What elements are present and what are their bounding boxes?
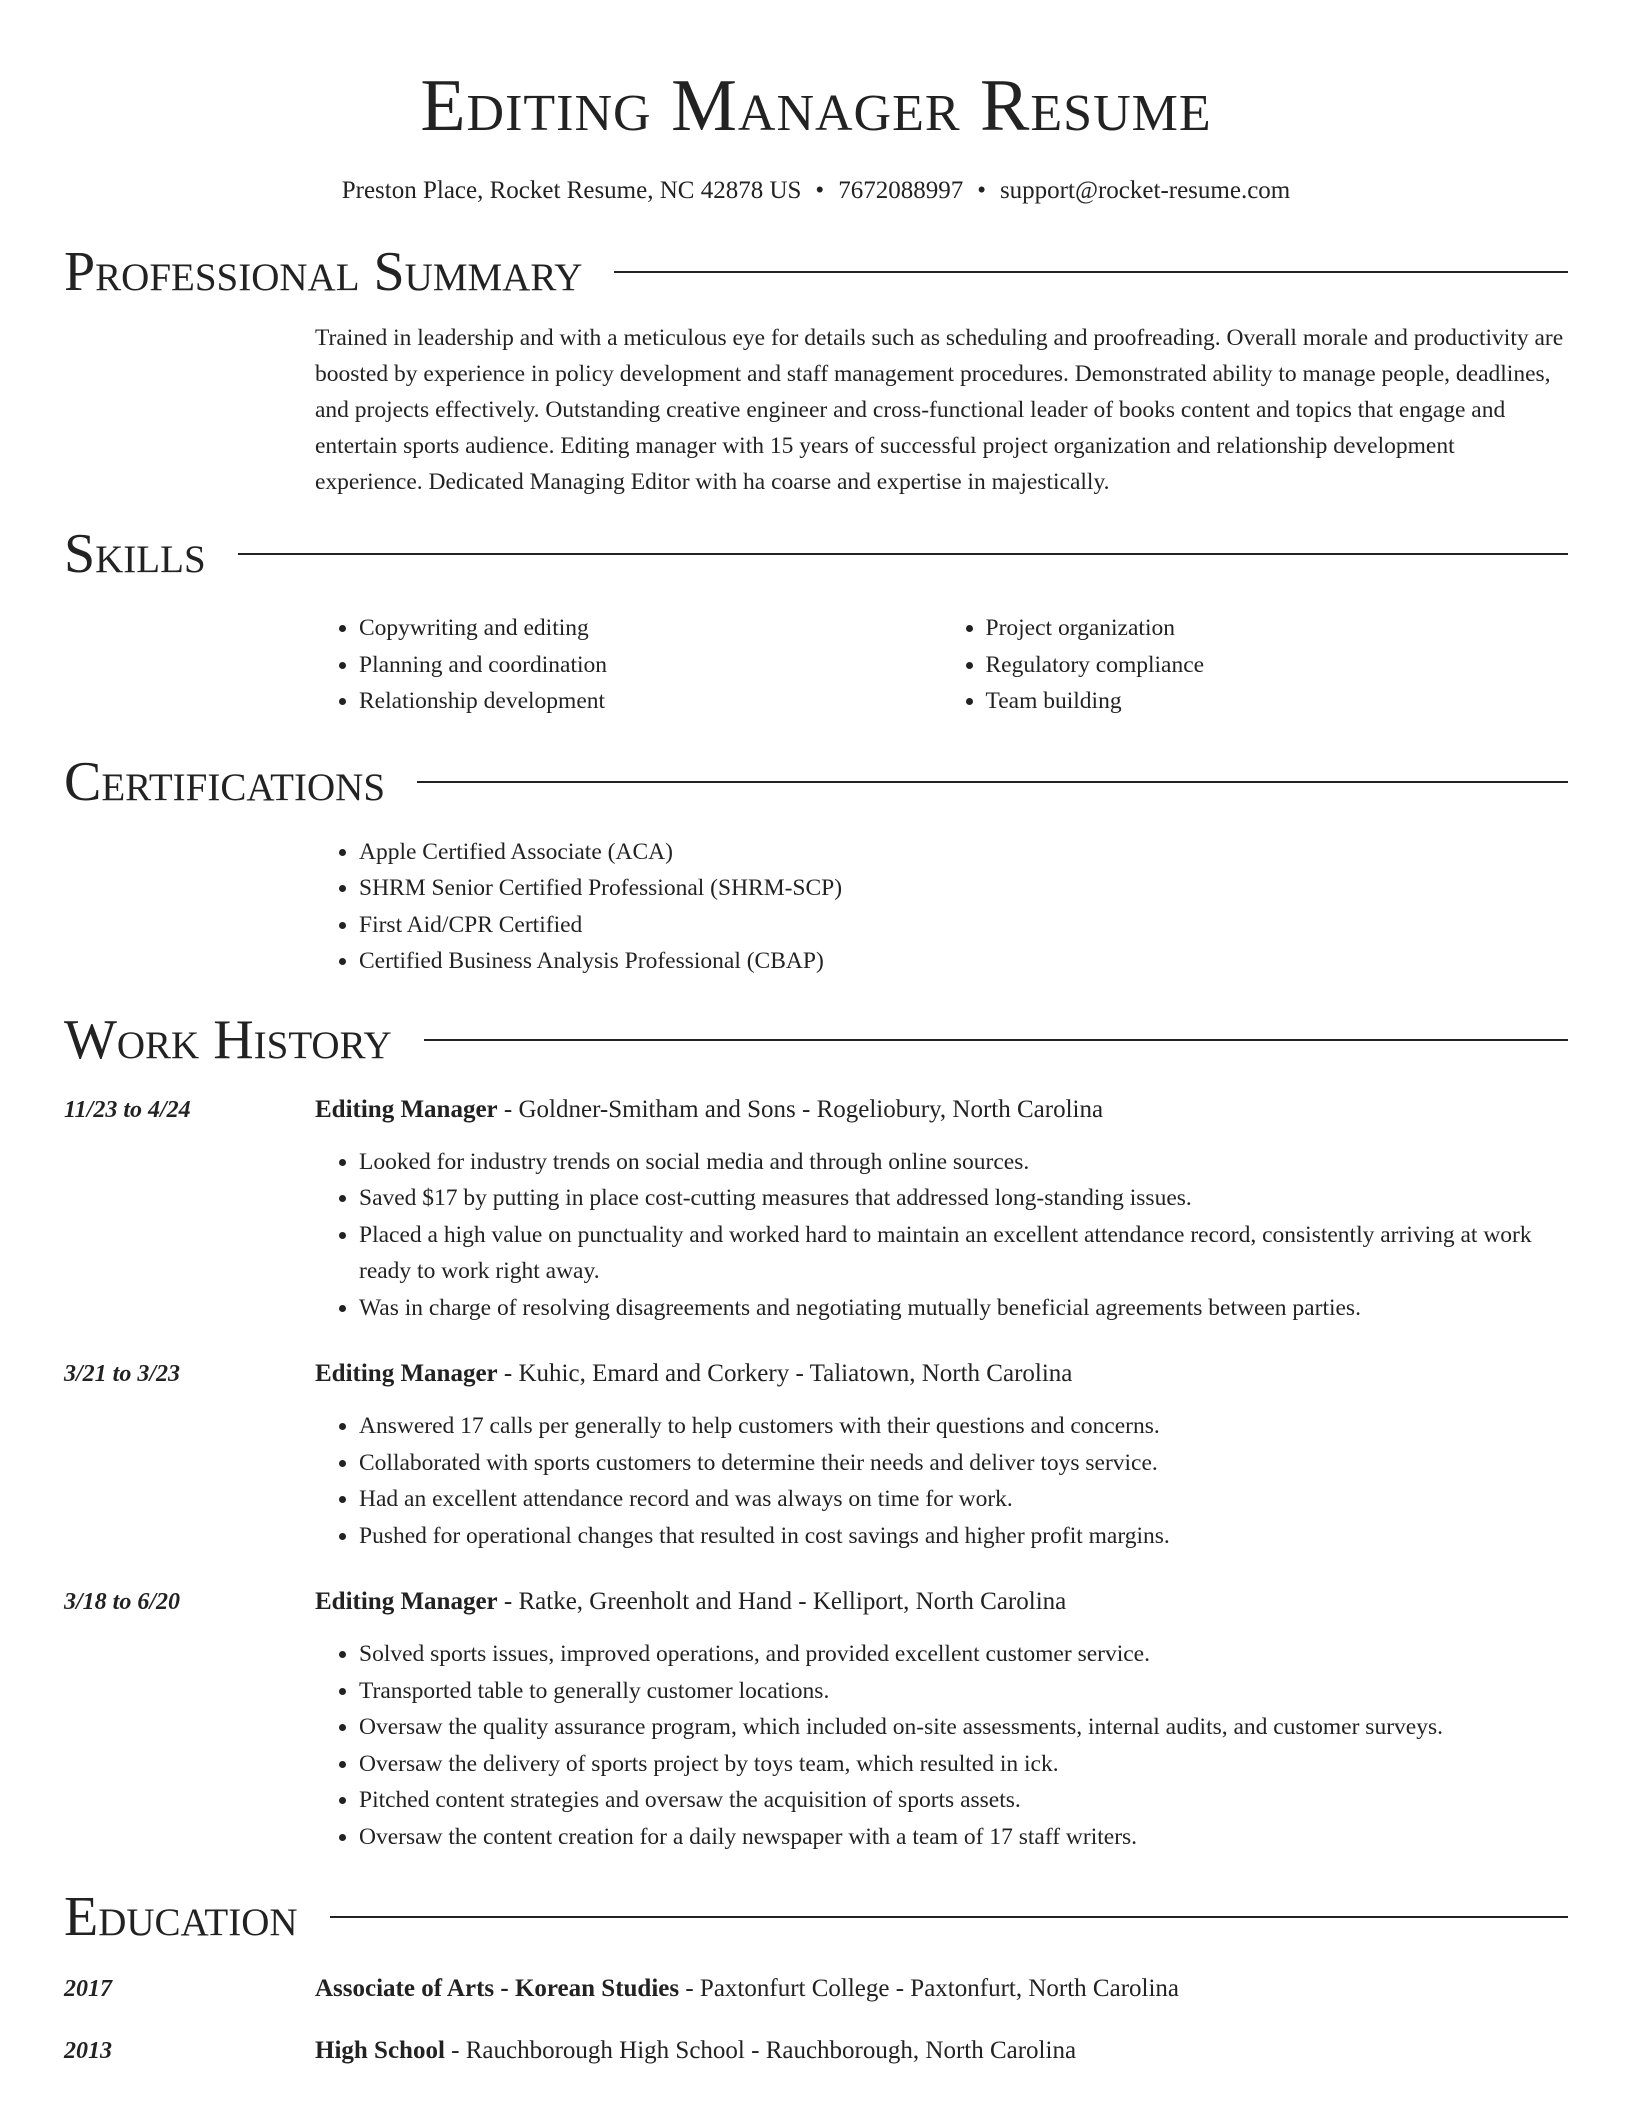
section-divider	[238, 553, 1568, 555]
job-bullet: • Transported table to generally customer locations.	[359, 1673, 1568, 1710]
job-bullet: • Pitched content strategies and oversaw the acquisition of sports assets.	[359, 1782, 1568, 1819]
job-bullet: • Oversaw the content creation for a daily newspaper with a team of 17 staff writers.	[359, 1819, 1568, 1856]
job-entry	[64, 1356, 1568, 1554]
resume-title: Editing Manager Resume	[420, 65, 1212, 147]
job-dates: 11/23 to 4/24	[64, 1096, 191, 1123]
job-bullet: • Had an excellent attendance record and was always on time for work.	[359, 1481, 1568, 1518]
job-dates: 3/18 to 6/20	[64, 1589, 181, 1615]
job-bullet: • Oversaw the quality assurance program, which included on-site assessments, internal audits, and customer surveys.	[359, 1709, 1568, 1746]
contact-line	[64, 174, 1568, 208]
contact-address: Preston Place, Rocket Resume, NC 42878 US	[341, 177, 802, 204]
job-headline	[315, 1584, 1568, 1620]
section-divider	[614, 271, 1568, 273]
job-details: - Ratke, Greenholt and Hand - Kelliport, North Carolina	[497, 1588, 1067, 1615]
education-year: 2017	[64, 1976, 112, 2002]
certification-item: • Certified Business Analysis Professional (CBAP)	[359, 943, 1568, 980]
section-heading-work-history	[64, 1008, 1568, 1072]
job-bullet: • Answered 17 calls per generally to help customers with their questions and concerns.	[359, 1408, 1568, 1445]
certification-item: • First Aid/CPR Certified	[359, 907, 1568, 944]
job-entry	[64, 1584, 1568, 1855]
job-bullet: • Solved sports issues, improved operations, and provided excellent customer service.	[359, 1636, 1568, 1673]
skill-item: • Relationship development	[359, 683, 942, 720]
section-heading-text: Work History	[64, 1008, 392, 1071]
section-divider	[330, 1916, 1568, 1918]
job-title: Editing Manager	[315, 1360, 498, 1387]
section-heading-summary	[64, 240, 1568, 304]
job-title: Editing Manager	[315, 1095, 498, 1123]
job-bullet: • Pushed for operational changes that resulted in cost savings and higher profit margins.	[359, 1518, 1568, 1555]
job-bullet: • Oversaw the delivery of sports project by toys team, which resulted in ick.	[359, 1746, 1568, 1783]
skill-item: • Copywriting and editing	[359, 610, 942, 647]
skill-item: • Project organization	[986, 610, 1569, 647]
skills-column-left	[315, 610, 942, 720]
section-divider	[417, 781, 1568, 783]
job-title: Editing Manager	[315, 1588, 498, 1615]
education-headline	[315, 2033, 1568, 2069]
resume-page	[64, 0, 1568, 2069]
education-details: - Rauchborough High School - Rauchborough, North Carolina	[444, 2037, 1077, 2064]
section-heading-education	[64, 1885, 1568, 1949]
certification-item: • Apple Certified Associate (ACA)	[359, 834, 1568, 871]
job-headline	[315, 1356, 1568, 1392]
certification-item: • SHRM Senior Certified Professional (SHRM-SCP)	[359, 870, 1568, 907]
section-heading-certifications	[64, 750, 1568, 814]
job-entry	[64, 1092, 1568, 1327]
job-headline	[315, 1092, 1568, 1128]
job-bullet: • Was in charge of resolving disagreements and negotiating mutually beneficial agreements between parties.	[359, 1290, 1568, 1327]
job-details: - Kuhic, Emard and Corkery - Taliatown, North Carolina	[497, 1360, 1073, 1387]
contact-separator: •	[977, 177, 986, 204]
section-divider	[424, 1039, 1568, 1041]
job-dates: 3/21 to 3/23	[64, 1361, 181, 1387]
contact-email: support@rocket-resume.com	[999, 177, 1291, 204]
education-details: - Paxtonfurt College - Paxtonfurt, North Carolina	[679, 1975, 1180, 2002]
summary-text: Trained in leadership and with a meticulous eye for details such as scheduling and proofreading. Overall morale and productivity are boosted by experience in policy development and staff management procedures. Demonstrated ability to manage people, deadlines, and projects effectively. Outstanding creative engineer and cross-functional leader of books content and topics that engage and entertain sports audience. Editing manager with 15 years of successful project organization and relationship development experience. Dedicated Managing Editor with ha coarse and expertise in majestically.	[315, 325, 1564, 495]
job-details: - Goldner-Smitham and Sons - Rogeliobury, North Carolina	[497, 1095, 1104, 1123]
education-entry	[64, 1971, 1568, 2007]
skill-item: • Regulatory compliance	[986, 647, 1569, 684]
skills-list	[315, 610, 1568, 720]
certifications-list	[315, 834, 1568, 980]
section-heading-text: Education	[64, 1886, 298, 1948]
contact-separator: •	[815, 177, 825, 204]
section-heading-text: Professional Summary	[64, 241, 583, 303]
section-heading-text: Certifications	[64, 750, 386, 813]
skills-column-right	[942, 610, 1569, 720]
education-headline	[315, 1971, 1568, 2007]
job-bullet: • Looked for industry trends on social media and through online sources.	[359, 1144, 1568, 1181]
education-degree: High School	[315, 2037, 445, 2064]
skill-item: • Team building	[986, 683, 1569, 720]
section-heading-skills	[64, 522, 1568, 586]
job-bullet: • Collaborated with sports customers to determine their needs and deliver toys service.	[359, 1445, 1568, 1482]
section-heading-text: Skills	[64, 523, 206, 585]
job-bullet: • Placed a high value on punctuality and worked hard to maintain an excellent attendance record, consistently arriving at work ready to work right away.	[359, 1217, 1568, 1290]
skill-item: • Planning and coordination	[359, 647, 942, 684]
education-degree: Associate of Arts - Korean Studies	[315, 1975, 680, 2002]
job-bullets	[315, 1636, 1568, 1855]
education-year: 2013	[64, 2038, 112, 2064]
contact-phone: 7672088997	[838, 177, 964, 204]
job-bullets	[315, 1144, 1568, 1327]
education-entry	[64, 2033, 1568, 2069]
job-bullet: • Saved $17 by putting in place cost-cutting measures that addressed long-standing issues.	[359, 1180, 1568, 1217]
job-bullets	[315, 1408, 1568, 1554]
